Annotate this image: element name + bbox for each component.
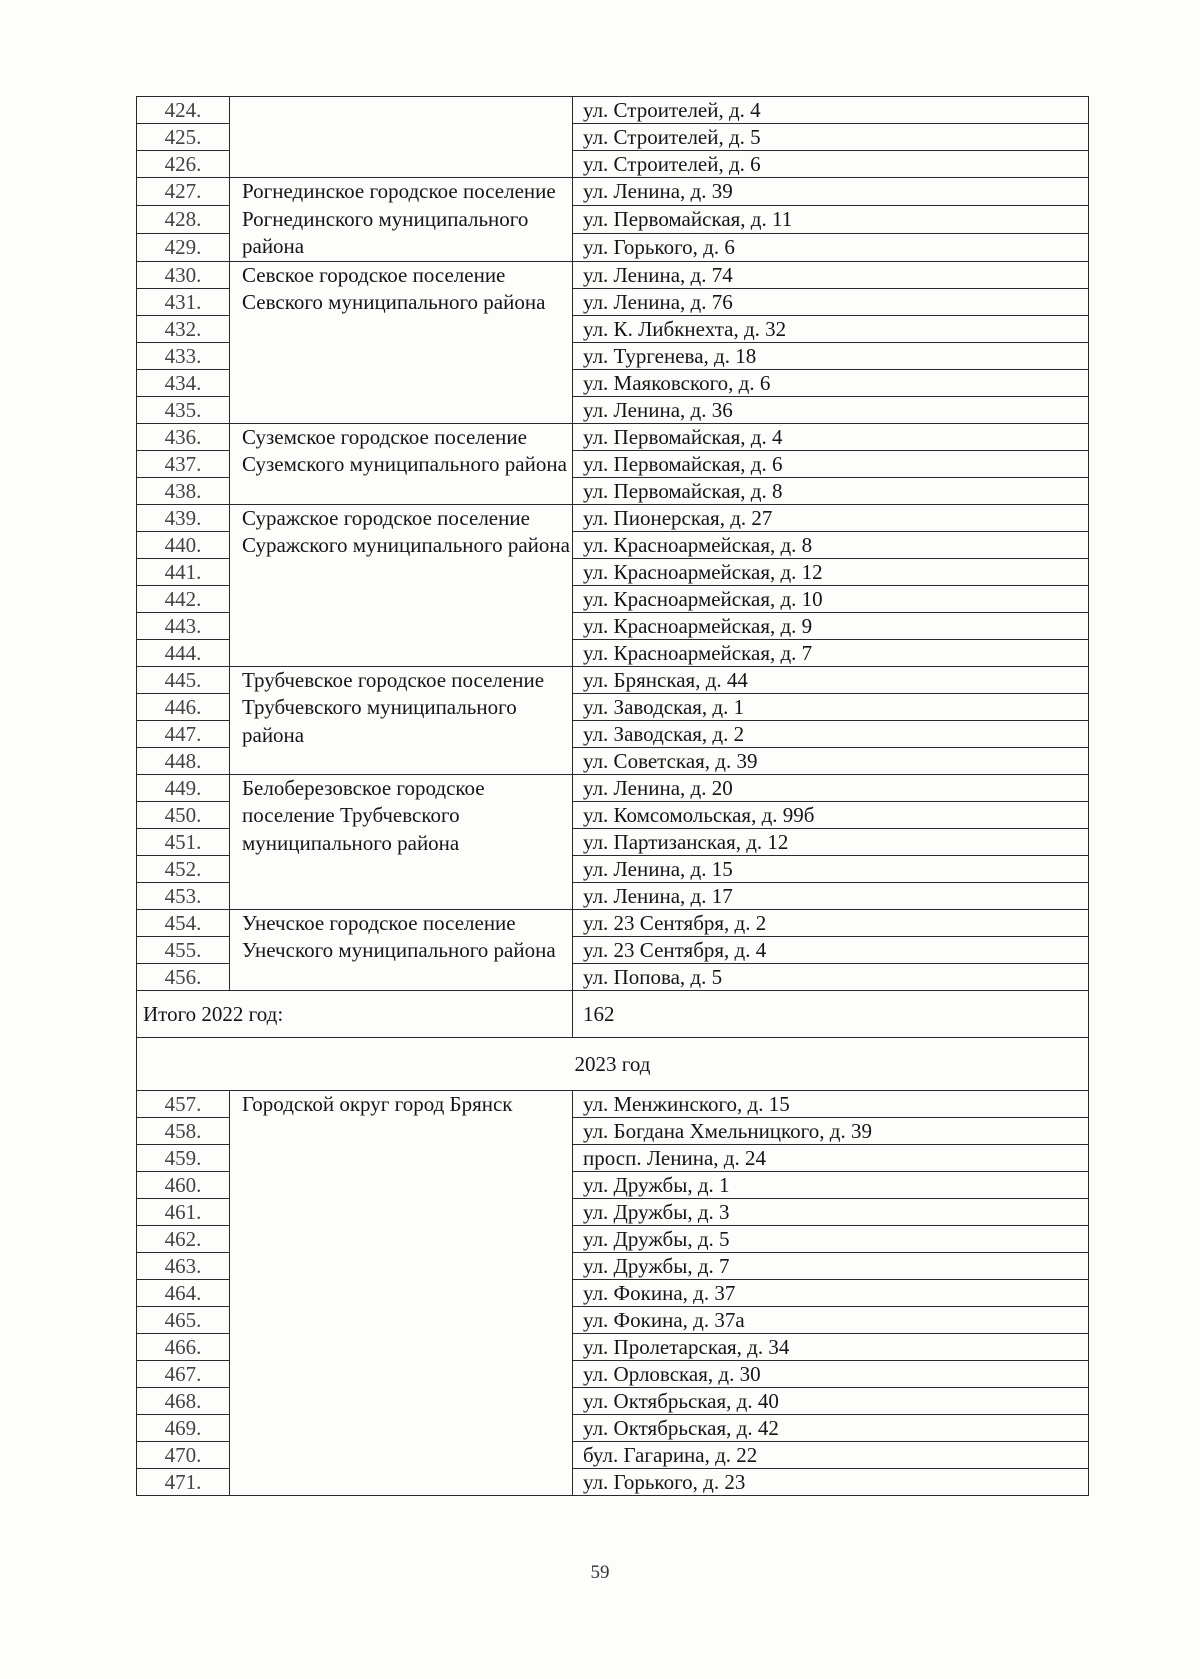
address: ул. Богдана Хмельницкого, д. 39 bbox=[573, 1117, 1089, 1144]
row-number: 469. bbox=[137, 1414, 230, 1441]
year-row bbox=[137, 1037, 1089, 1090]
row-number: 445. bbox=[137, 666, 230, 693]
row-number: 465. bbox=[137, 1306, 230, 1333]
row-number: 454. bbox=[137, 909, 230, 936]
municipality-suzemka: Суземское городское поселение Суземского муниципального района bbox=[230, 423, 573, 504]
row-number: 433. bbox=[137, 342, 230, 369]
row-number: 470. bbox=[137, 1441, 230, 1468]
address: ул. Тургенева, д. 18 bbox=[573, 342, 1089, 369]
row-number: 463. bbox=[137, 1252, 230, 1279]
row-number: 432. bbox=[137, 315, 230, 342]
address: ул. Красноармейская, д. 9 bbox=[573, 612, 1089, 639]
row-number: 458. bbox=[137, 1117, 230, 1144]
address: ул. Строителей, д. 5 bbox=[573, 124, 1089, 151]
row-number: 424. bbox=[137, 97, 230, 124]
address: ул. Горького, д. 6 bbox=[573, 233, 1089, 261]
address: ул. Комсомольская, д. 99б bbox=[573, 801, 1089, 828]
row-number: 468. bbox=[137, 1387, 230, 1414]
row-number: 435. bbox=[137, 396, 230, 423]
total-label: Итого 2022 год: bbox=[137, 990, 573, 1037]
houses-table bbox=[136, 96, 1089, 1496]
row-number: 461. bbox=[137, 1198, 230, 1225]
municipality-sevsk: Севское городское поселение Севского муниципального района bbox=[230, 261, 573, 423]
row-number: 471. bbox=[137, 1468, 230, 1495]
municipality-unecha: Унечское городское поселение Унечского муниципального района bbox=[230, 909, 573, 990]
table-row bbox=[137, 178, 1089, 206]
address: ул. Октябрьская, д. 42 bbox=[573, 1414, 1089, 1441]
address: ул. Ленина, д. 39 bbox=[573, 178, 1089, 206]
address: ул. Пролетарская, д. 34 bbox=[573, 1333, 1089, 1360]
address: ул. Ленина, д. 17 bbox=[573, 882, 1089, 909]
table-row bbox=[137, 909, 1089, 936]
row-number: 438. bbox=[137, 477, 230, 504]
row-number: 460. bbox=[137, 1171, 230, 1198]
row-number: 453. bbox=[137, 882, 230, 909]
address: ул. Красноармейская, д. 7 bbox=[573, 639, 1089, 666]
table-row bbox=[137, 504, 1089, 531]
row-number: 449. bbox=[137, 774, 230, 801]
address: ул. Октябрьская, д. 40 bbox=[573, 1387, 1089, 1414]
address: ул. Красноармейская, д. 10 bbox=[573, 585, 1089, 612]
address: ул. Красноармейская, д. 8 bbox=[573, 531, 1089, 558]
row-number: 447. bbox=[137, 720, 230, 747]
row-number: 434. bbox=[137, 369, 230, 396]
row-number: 441. bbox=[137, 558, 230, 585]
row-number: 427. bbox=[137, 178, 230, 206]
year-heading: 2023 год bbox=[137, 1037, 1089, 1090]
address: ул. Советская, д. 39 bbox=[573, 747, 1089, 774]
address: ул. Ленина, д. 74 bbox=[573, 261, 1089, 288]
row-number: 448. bbox=[137, 747, 230, 774]
table-row bbox=[137, 774, 1089, 801]
municipality-trubchevsk: Трубчевское городское поселение Трубчевского муниципального района bbox=[230, 666, 573, 774]
address: ул. Строителей, д. 6 bbox=[573, 151, 1089, 178]
row-number: 455. bbox=[137, 936, 230, 963]
row-number: 459. bbox=[137, 1144, 230, 1171]
row-number: 446. bbox=[137, 693, 230, 720]
municipality-bryansk: Городской округ город Брянск bbox=[230, 1090, 573, 1495]
row-number: 462. bbox=[137, 1225, 230, 1252]
row-number: 464. bbox=[137, 1279, 230, 1306]
address: ул. Попова, д. 5 bbox=[573, 963, 1089, 990]
address: ул. 23 Сентября, д. 4 bbox=[573, 936, 1089, 963]
row-number: 443. bbox=[137, 612, 230, 639]
row-number: 428. bbox=[137, 205, 230, 233]
row-number: 425. bbox=[137, 124, 230, 151]
address: ул. Фокина, д. 37 bbox=[573, 1279, 1089, 1306]
row-number: 437. bbox=[137, 450, 230, 477]
address: ул. Орловская, д. 30 bbox=[573, 1360, 1089, 1387]
row-number: 426. bbox=[137, 151, 230, 178]
address: ул. К. Либкнехта, д. 32 bbox=[573, 315, 1089, 342]
address: ул. Горького, д. 23 bbox=[573, 1468, 1089, 1495]
address: ул. Менжинского, д. 15 bbox=[573, 1090, 1089, 1117]
address: ул. Фокина, д. 37а bbox=[573, 1306, 1089, 1333]
row-number: 439. bbox=[137, 504, 230, 531]
address: бул. Гагарина, д. 22 bbox=[573, 1441, 1089, 1468]
address: ул. Первомайская, д. 6 bbox=[573, 450, 1089, 477]
municipality-surazh: Суражское городское поселение Суражского муниципального района bbox=[230, 504, 573, 666]
address: ул. Красноармейская, д. 12 bbox=[573, 558, 1089, 585]
address: ул. Ленина, д. 20 bbox=[573, 774, 1089, 801]
address: ул. Брянская, д. 44 bbox=[573, 666, 1089, 693]
table-row bbox=[137, 261, 1089, 288]
address: ул. Ленина, д. 76 bbox=[573, 288, 1089, 315]
table-row bbox=[137, 666, 1089, 693]
total-value: 162 bbox=[573, 990, 1089, 1037]
row-number: 442. bbox=[137, 585, 230, 612]
row-number: 457. bbox=[137, 1090, 230, 1117]
table-row bbox=[137, 1090, 1089, 1117]
row-number: 466. bbox=[137, 1333, 230, 1360]
table-row bbox=[137, 97, 1089, 124]
address: просп. Ленина, д. 24 bbox=[573, 1144, 1089, 1171]
row-number: 429. bbox=[137, 233, 230, 261]
row-number: 467. bbox=[137, 1360, 230, 1387]
address: ул. 23 Сентября, д. 2 bbox=[573, 909, 1089, 936]
address: ул. Пионерская, д. 27 bbox=[573, 504, 1089, 531]
row-number: 451. bbox=[137, 828, 230, 855]
municipality-cell bbox=[230, 97, 573, 178]
row-number: 444. bbox=[137, 639, 230, 666]
address: ул. Заводская, д. 2 bbox=[573, 720, 1089, 747]
row-number: 440. bbox=[137, 531, 230, 558]
address: ул. Партизанская, д. 12 bbox=[573, 828, 1089, 855]
address: ул. Дружбы, д. 7 bbox=[573, 1252, 1089, 1279]
table-row bbox=[137, 423, 1089, 450]
row-number: 431. bbox=[137, 288, 230, 315]
municipality-rognedino: Рогнединское городское поселение Рогнединского муниципального района bbox=[230, 178, 573, 262]
address: ул. Первомайская, д. 4 bbox=[573, 423, 1089, 450]
address: ул. Первомайская, д. 8 bbox=[573, 477, 1089, 504]
address: ул. Ленина, д. 15 bbox=[573, 855, 1089, 882]
total-row bbox=[137, 990, 1089, 1037]
address: ул. Дружбы, д. 1 bbox=[573, 1171, 1089, 1198]
address: ул. Строителей, д. 4 bbox=[573, 97, 1089, 124]
municipality-beloberezovka: Белоберезовское городское поселение Трубчевского муниципального района bbox=[230, 774, 573, 909]
row-number: 436. bbox=[137, 423, 230, 450]
address: ул. Дружбы, д. 3 bbox=[573, 1198, 1089, 1225]
row-number: 452. bbox=[137, 855, 230, 882]
address: ул. Дружбы, д. 5 bbox=[573, 1225, 1089, 1252]
address: ул. Маяковского, д. 6 bbox=[573, 369, 1089, 396]
address: ул. Первомайская, д. 11 bbox=[573, 205, 1089, 233]
address: ул. Ленина, д. 36 bbox=[573, 396, 1089, 423]
page-number: 59 bbox=[590, 1562, 610, 1583]
address: ул. Заводская, д. 1 bbox=[573, 693, 1089, 720]
row-number: 450. bbox=[137, 801, 230, 828]
row-number: 430. bbox=[137, 261, 230, 288]
row-number: 456. bbox=[137, 963, 230, 990]
